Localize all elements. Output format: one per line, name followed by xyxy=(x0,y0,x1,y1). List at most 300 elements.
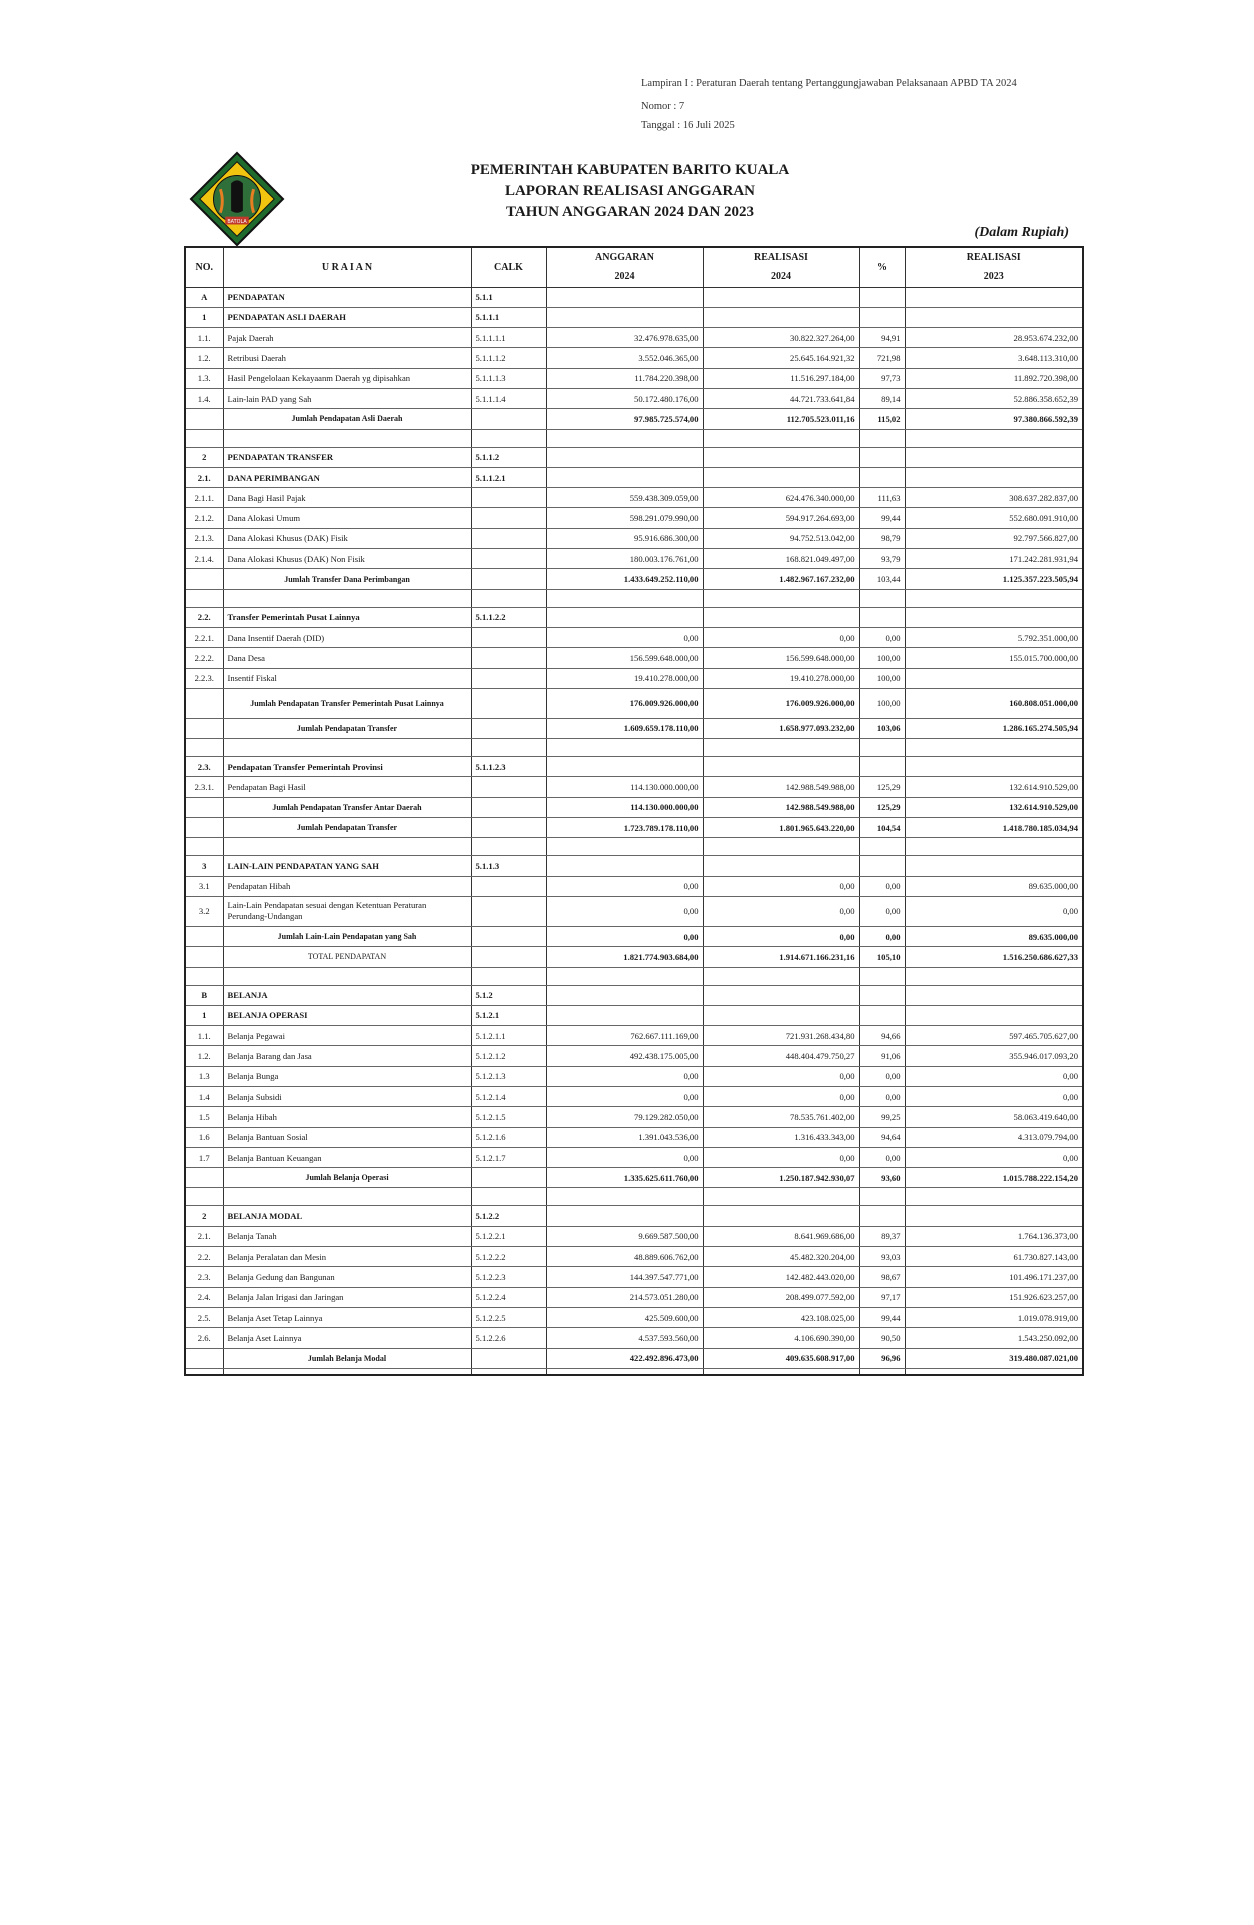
table-row xyxy=(185,1267,1083,1287)
realization-percent xyxy=(859,307,905,327)
budget-2024-value xyxy=(546,467,703,487)
realization-2023-value xyxy=(905,985,1083,1005)
row-calk-ref: 5.1.1.1.3 xyxy=(471,368,546,388)
logo-text: BATOLA xyxy=(227,219,247,226)
row-description: Dana Alokasi Umum xyxy=(223,508,471,528)
budget-2024-value: 9.669.587.500,00 xyxy=(546,1226,703,1246)
budget-2024-value xyxy=(546,757,703,777)
realization-2024-value: 594.917.264.693,00 xyxy=(703,508,859,528)
realization-percent: 0,00 xyxy=(859,926,905,946)
empty-cell xyxy=(905,739,1083,757)
spacer-row xyxy=(185,1368,1083,1375)
realization-2024-value: 208.499.077.592,00 xyxy=(703,1287,859,1307)
realization-2024-value: 45.482.320.204,00 xyxy=(703,1247,859,1267)
realization-percent: 89,37 xyxy=(859,1226,905,1246)
realization-2024-value: 8.641.969.686,00 xyxy=(703,1226,859,1246)
empty-cell xyxy=(185,429,223,447)
realization-2023-value xyxy=(905,856,1083,876)
realization-2023-value: 155.015.700.000,00 xyxy=(905,648,1083,668)
row-description: Jumlah Pendapatan Asli Daerah xyxy=(223,409,471,429)
realization-2024-value: 112.705.523.011,16 xyxy=(703,409,859,429)
row-description: Jumlah Pendapatan Transfer Pemerintah Pusat Lainnya xyxy=(223,688,471,718)
realization-percent: 0,00 xyxy=(859,1087,905,1107)
empty-cell xyxy=(546,838,703,856)
spacer-row xyxy=(185,1188,1083,1206)
row-calk-ref: 5.1.1.3 xyxy=(471,856,546,876)
row-description: Belanja Peralatan dan Mesin xyxy=(223,1247,471,1267)
table-row xyxy=(185,876,1083,896)
budget-2024-value: 19.410.278.000,00 xyxy=(546,668,703,688)
subtotal-row xyxy=(185,569,1083,589)
row-calk-ref: 5.1.1.1.2 xyxy=(471,348,546,368)
row-description: DANA PERIMBANGAN xyxy=(223,467,471,487)
row-number: 2.1.3. xyxy=(185,528,223,548)
realization-percent xyxy=(859,607,905,627)
realization-percent: 97,73 xyxy=(859,368,905,388)
budget-2024-value: 0,00 xyxy=(546,1147,703,1167)
realization-percent: 100,00 xyxy=(859,688,905,718)
row-calk-ref: 5.1.1.2 xyxy=(471,447,546,467)
realization-percent: 100,00 xyxy=(859,668,905,688)
row-calk-ref xyxy=(471,688,546,718)
realization-percent: 125,29 xyxy=(859,777,905,797)
subtotal-row xyxy=(185,947,1083,967)
empty-cell xyxy=(185,739,223,757)
empty-cell xyxy=(223,1188,471,1206)
row-number xyxy=(185,1348,223,1368)
row-calk-ref xyxy=(471,409,546,429)
table-row xyxy=(185,1107,1083,1127)
realization-2023-value: 132.614.910.529,00 xyxy=(905,797,1083,817)
row-description: Retribusi Daerah xyxy=(223,348,471,368)
row-description: Hasil Pengelolaan Kekayaanm Daerah yg dipisahkan xyxy=(223,368,471,388)
row-calk-ref xyxy=(471,1348,546,1368)
row-description: Belanja Bantuan Keuangan xyxy=(223,1147,471,1167)
table-row xyxy=(185,1046,1083,1066)
row-calk-ref: 5.1.2 xyxy=(471,985,546,1005)
realization-2024-value: 19.410.278.000,00 xyxy=(703,668,859,688)
row-description: Dana Bagi Hasil Pajak xyxy=(223,488,471,508)
empty-cell xyxy=(859,838,905,856)
realization-2023-value: 1.764.136.373,00 xyxy=(905,1226,1083,1246)
row-calk-ref: 5.1.1.2.1 xyxy=(471,467,546,487)
realization-percent xyxy=(859,1005,905,1025)
row-number xyxy=(185,718,223,738)
realization-2023-value: 0,00 xyxy=(905,1066,1083,1086)
row-description: Belanja Aset Tetap Lainnya xyxy=(223,1307,471,1327)
col-header-realisasi-prev: REALISASI xyxy=(905,247,1083,267)
realization-percent: 91,06 xyxy=(859,1046,905,1066)
row-calk-ref xyxy=(471,668,546,688)
row-number xyxy=(185,947,223,967)
realization-2023-value: 1.019.078.919,00 xyxy=(905,1307,1083,1327)
realization-percent: 0,00 xyxy=(859,1147,905,1167)
realization-2023-value: 1.418.780.185.034,94 xyxy=(905,818,1083,838)
row-number: 2.3. xyxy=(185,757,223,777)
table-row xyxy=(185,896,1083,926)
realization-2023-value: 89.635.000,00 xyxy=(905,926,1083,946)
row-calk-ref xyxy=(471,1168,546,1188)
row-calk-ref xyxy=(471,797,546,817)
row-description: Dana Insentif Daerah (DID) xyxy=(223,627,471,647)
row-calk-ref: 5.1.1.2.3 xyxy=(471,757,546,777)
row-calk-ref xyxy=(471,627,546,647)
budget-2024-value: 1.609.659.178.110,00 xyxy=(546,718,703,738)
row-number: 2.3.1. xyxy=(185,777,223,797)
empty-cell xyxy=(185,967,223,985)
realization-2023-value: 3.648.113.310,00 xyxy=(905,348,1083,368)
realization-2023-value: 0,00 xyxy=(905,1087,1083,1107)
realization-2023-value: 1.516.250.686.627,33 xyxy=(905,947,1083,967)
row-number: 1.4. xyxy=(185,388,223,408)
realization-2023-value: 11.892.720.398,00 xyxy=(905,368,1083,388)
row-number: 1.7 xyxy=(185,1147,223,1167)
col-header-uraian: U R A I A N xyxy=(223,247,471,287)
budget-2024-value: 114.130.000.000,00 xyxy=(546,797,703,817)
realization-percent: 0,00 xyxy=(859,627,905,647)
title-report: LAPORAN REALISASI ANGGARAN xyxy=(504,183,756,199)
realization-percent xyxy=(859,1206,905,1226)
budget-2024-value: 48.889.606.762,00 xyxy=(546,1247,703,1267)
subtotal-row xyxy=(185,1168,1083,1188)
realization-2023-value: 151.926.623.257,00 xyxy=(905,1287,1083,1307)
section-header-row xyxy=(185,1005,1083,1025)
empty-cell xyxy=(703,838,859,856)
empty-cell xyxy=(703,1368,859,1375)
row-description: PENDAPATAN ASLI DAERAH xyxy=(223,307,471,327)
table-row xyxy=(185,508,1083,528)
row-number xyxy=(185,1168,223,1188)
realization-2023-value: 1.543.250.092,00 xyxy=(905,1328,1083,1348)
table-row xyxy=(185,368,1083,388)
empty-cell xyxy=(471,967,546,985)
realization-2023-value xyxy=(905,287,1083,307)
row-description: Belanja Hibah xyxy=(223,1107,471,1127)
row-number: 2.1. xyxy=(185,467,223,487)
realization-2024-value: 1.316.433.343,00 xyxy=(703,1127,859,1147)
empty-cell xyxy=(703,739,859,757)
budget-2024-value: 492.438.175.005,00 xyxy=(546,1046,703,1066)
row-calk-ref: 5.1.2.1.4 xyxy=(471,1087,546,1107)
realization-percent: 98,67 xyxy=(859,1267,905,1287)
realization-percent: 103,06 xyxy=(859,718,905,738)
row-description: Dana Alokasi Khusus (DAK) Fisik xyxy=(223,528,471,548)
empty-cell xyxy=(905,967,1083,985)
realization-2023-value: 1.286.165.274.505,94 xyxy=(905,718,1083,738)
budget-2024-value: 0,00 xyxy=(546,896,703,926)
realization-percent: 89,14 xyxy=(859,388,905,408)
budget-2024-value: 4.537.593.560,00 xyxy=(546,1328,703,1348)
col-header-anggaran-year: 2024 xyxy=(546,267,703,287)
realization-percent xyxy=(859,856,905,876)
realization-2024-value: 448.404.479.750,27 xyxy=(703,1046,859,1066)
row-number: 1.4 xyxy=(185,1087,223,1107)
lampiran-line: Lampiran I : Peraturan Daerah tentang Pertanggungjawaban Pelaksanaan APBD TA 2024 xyxy=(641,78,1017,89)
table-row xyxy=(185,1026,1083,1046)
spacer-row xyxy=(185,429,1083,447)
table-row xyxy=(185,1247,1083,1267)
empty-cell xyxy=(223,739,471,757)
table-row xyxy=(185,777,1083,797)
realization-2024-value: 176.009.926.000,00 xyxy=(703,688,859,718)
subtotal-row xyxy=(185,818,1083,838)
row-calk-ref xyxy=(471,648,546,668)
budget-2024-value: 1.391.043.536,00 xyxy=(546,1127,703,1147)
row-number: 1.3. xyxy=(185,368,223,388)
realization-percent xyxy=(859,757,905,777)
budget-2024-value: 11.784.220.398,00 xyxy=(546,368,703,388)
row-description: Dana Desa xyxy=(223,648,471,668)
realization-2024-value xyxy=(703,1206,859,1226)
realization-2023-value: 92.797.566.827,00 xyxy=(905,528,1083,548)
budget-2024-value: 97.985.725.574,00 xyxy=(546,409,703,429)
budget-2024-value: 214.573.051.280,00 xyxy=(546,1287,703,1307)
budget-2024-value: 1.821.774.903.684,00 xyxy=(546,947,703,967)
row-calk-ref: 5.1.2.2.4 xyxy=(471,1287,546,1307)
realization-2023-value xyxy=(905,1005,1083,1025)
table-row xyxy=(185,528,1083,548)
row-number: 2.3. xyxy=(185,1267,223,1287)
realization-percent: 111,63 xyxy=(859,488,905,508)
table-row xyxy=(185,1226,1083,1246)
table-row xyxy=(185,668,1083,688)
realization-2024-value: 142.988.549.988,00 xyxy=(703,777,859,797)
row-description: BELANJA OPERASI xyxy=(223,1005,471,1025)
empty-cell xyxy=(859,1188,905,1206)
row-description: LAIN-LAIN PENDAPATAN YANG SAH xyxy=(223,856,471,876)
realization-2024-value: 624.476.340.000,00 xyxy=(703,488,859,508)
realization-2024-value xyxy=(703,985,859,1005)
empty-cell xyxy=(471,1188,546,1206)
section-header-row xyxy=(185,467,1083,487)
realization-2024-value xyxy=(703,287,859,307)
row-number: 2.2.3. xyxy=(185,668,223,688)
realization-percent xyxy=(859,287,905,307)
row-calk-ref xyxy=(471,508,546,528)
budget-2024-value: 559.438.309.059,00 xyxy=(546,488,703,508)
empty-cell xyxy=(905,838,1083,856)
realization-2024-value: 156.599.648.000,00 xyxy=(703,648,859,668)
realization-percent: 100,00 xyxy=(859,648,905,668)
table-row xyxy=(185,488,1083,508)
budget-2024-value: 0,00 xyxy=(546,1087,703,1107)
realization-percent: 721,98 xyxy=(859,348,905,368)
realization-2023-value: 61.730.827.143,00 xyxy=(905,1247,1083,1267)
subtotal-row xyxy=(185,1348,1083,1368)
row-calk-ref xyxy=(471,549,546,569)
realization-percent: 0,00 xyxy=(859,1066,905,1086)
row-description: Belanja Barang dan Jasa xyxy=(223,1046,471,1066)
tanggal-line: Tanggal : 16 Juli 2025 xyxy=(641,120,735,131)
empty-cell xyxy=(703,589,859,607)
row-calk-ref: 5.1.1.1 xyxy=(471,307,546,327)
realization-percent: 94,66 xyxy=(859,1026,905,1046)
row-calk-ref xyxy=(471,818,546,838)
empty-cell xyxy=(223,967,471,985)
budget-2024-value xyxy=(546,607,703,627)
row-number: 3 xyxy=(185,856,223,876)
budget-2024-value xyxy=(546,447,703,467)
row-number: 2.2.1. xyxy=(185,627,223,647)
row-calk-ref: 5.1.2.1.7 xyxy=(471,1147,546,1167)
row-calk-ref: 5.1.2.2.1 xyxy=(471,1226,546,1246)
budget-2024-value: 156.599.648.000,00 xyxy=(546,648,703,668)
spacer-row xyxy=(185,838,1083,856)
row-description: PENDAPATAN xyxy=(223,287,471,307)
row-number xyxy=(185,818,223,838)
realization-percent: 99,25 xyxy=(859,1107,905,1127)
realization-2023-value: 160.808.051.000,00 xyxy=(905,688,1083,718)
row-number: 1.3 xyxy=(185,1066,223,1086)
realization-2023-value: 5.792.351.000,00 xyxy=(905,627,1083,647)
row-description: TOTAL PENDAPATAN xyxy=(223,947,471,967)
realization-percent: 98,79 xyxy=(859,528,905,548)
row-calk-ref: 5.1.2.1.5 xyxy=(471,1107,546,1127)
row-calk-ref xyxy=(471,488,546,508)
budget-2024-value: 598.291.079.990,00 xyxy=(546,508,703,528)
empty-cell xyxy=(223,838,471,856)
empty-cell xyxy=(471,589,546,607)
section-header-row xyxy=(185,757,1083,777)
table-row xyxy=(185,1066,1083,1086)
realization-percent: 96,96 xyxy=(859,1348,905,1368)
col-header-anggaran: ANGGARAN xyxy=(546,247,703,267)
row-number: B xyxy=(185,985,223,1005)
realization-percent: 125,29 xyxy=(859,797,905,817)
col-header-no: NO. xyxy=(185,247,223,287)
row-calk-ref xyxy=(471,569,546,589)
subtotal-row xyxy=(185,718,1083,738)
realization-2023-value: 58.063.419.640,00 xyxy=(905,1107,1083,1127)
row-description: Transfer Pemerintah Pusat Lainnya xyxy=(223,607,471,627)
realization-2024-value: 721.931.268.434,80 xyxy=(703,1026,859,1046)
row-calk-ref xyxy=(471,947,546,967)
realization-2023-value: 89.635.000,00 xyxy=(905,876,1083,896)
budget-2024-value: 32.476.978.635,00 xyxy=(546,328,703,348)
realization-2024-value: 1.801.965.643.220,00 xyxy=(703,818,859,838)
realization-percent: 93,03 xyxy=(859,1247,905,1267)
row-number: 1.1. xyxy=(185,328,223,348)
empty-cell xyxy=(471,838,546,856)
realization-2024-value: 1.914.671.166.231,16 xyxy=(703,947,859,967)
nomor-line: Nomor : 7 xyxy=(641,101,685,112)
row-description: Pendapatan Transfer Pemerintah Provinsi xyxy=(223,757,471,777)
realization-2023-value: 52.886.358.652,39 xyxy=(905,388,1083,408)
section-header-row xyxy=(185,287,1083,307)
empty-cell xyxy=(223,589,471,607)
realization-2024-value xyxy=(703,856,859,876)
table-row xyxy=(185,1307,1083,1327)
row-number: 2.1.2. xyxy=(185,508,223,528)
realization-2023-value: 171.242.281.931,94 xyxy=(905,549,1083,569)
empty-cell xyxy=(546,739,703,757)
row-number xyxy=(185,688,223,718)
row-number: 1 xyxy=(185,1005,223,1025)
row-calk-ref: 5.1.2.2 xyxy=(471,1206,546,1226)
budget-realization-table xyxy=(184,246,1084,1376)
row-number: 2.1. xyxy=(185,1226,223,1246)
table-row xyxy=(185,348,1083,368)
empty-cell xyxy=(859,739,905,757)
realization-2023-value: 1.125.357.223.505,94 xyxy=(905,569,1083,589)
row-calk-ref xyxy=(471,777,546,797)
realization-percent: 0,00 xyxy=(859,876,905,896)
row-number xyxy=(185,569,223,589)
realization-2024-value: 11.516.297.184,00 xyxy=(703,368,859,388)
row-number: 3.2 xyxy=(185,896,223,926)
spacer-row xyxy=(185,739,1083,757)
budget-2024-value: 95.916.686.300,00 xyxy=(546,528,703,548)
realization-percent: 93,79 xyxy=(859,549,905,569)
table-row xyxy=(185,328,1083,348)
row-description: Belanja Jalan Irigasi dan Jaringan xyxy=(223,1287,471,1307)
table-row xyxy=(185,1147,1083,1167)
realization-2023-value xyxy=(905,467,1083,487)
realization-percent xyxy=(859,447,905,467)
row-number: 1.2. xyxy=(185,348,223,368)
realization-percent: 103,44 xyxy=(859,569,905,589)
realization-2024-value: 30.822.327.264,00 xyxy=(703,328,859,348)
empty-cell xyxy=(546,1368,703,1375)
realization-2024-value: 94.752.513.042,00 xyxy=(703,528,859,548)
empty-cell xyxy=(185,1368,223,1375)
budget-2024-value: 180.003.176.761,00 xyxy=(546,549,703,569)
row-calk-ref: 5.1.2.1.6 xyxy=(471,1127,546,1147)
realization-2023-value: 1.015.788.222.154,20 xyxy=(905,1168,1083,1188)
realization-2023-value: 28.953.674.232,00 xyxy=(905,328,1083,348)
empty-cell xyxy=(223,1368,471,1375)
table-row xyxy=(185,1287,1083,1307)
row-description: Jumlah Belanja Modal xyxy=(223,1348,471,1368)
realization-2024-value: 142.988.549.988,00 xyxy=(703,797,859,817)
budget-2024-value: 50.172.480.176,00 xyxy=(546,388,703,408)
section-header-row xyxy=(185,447,1083,467)
row-number: 2.5. xyxy=(185,1307,223,1327)
table-row xyxy=(185,648,1083,668)
subtotal-row xyxy=(185,688,1083,718)
row-description: Belanja Tanah xyxy=(223,1226,471,1246)
budget-2024-value xyxy=(546,1206,703,1226)
realization-2024-value: 0,00 xyxy=(703,1147,859,1167)
row-description: Jumlah Lain-Lain Pendapatan yang Sah xyxy=(223,926,471,946)
col-header-realisasi: REALISASI xyxy=(703,247,859,267)
row-calk-ref xyxy=(471,718,546,738)
budget-2024-value: 0,00 xyxy=(546,1066,703,1086)
budget-2024-value: 1.335.625.611.760,00 xyxy=(546,1168,703,1188)
currency-unit-note: (Dalam Rupiah) xyxy=(974,225,1069,240)
realization-percent: 99,44 xyxy=(859,508,905,528)
realization-percent: 97,17 xyxy=(859,1287,905,1307)
realization-percent: 105,10 xyxy=(859,947,905,967)
regency-logo xyxy=(188,150,286,248)
budget-2024-value xyxy=(546,307,703,327)
realization-2023-value: 101.496.171.237,00 xyxy=(905,1267,1083,1287)
realization-2024-value xyxy=(703,307,859,327)
realization-percent: 99,44 xyxy=(859,1307,905,1327)
row-calk-ref: 5.1.1.2.2 xyxy=(471,607,546,627)
realization-2024-value: 0,00 xyxy=(703,926,859,946)
row-description: BELANJA xyxy=(223,985,471,1005)
empty-cell xyxy=(546,429,703,447)
realization-2023-value: 319.480.087.021,00 xyxy=(905,1348,1083,1368)
row-calk-ref: 5.1.1 xyxy=(471,287,546,307)
empty-cell xyxy=(223,429,471,447)
row-number: 2 xyxy=(185,447,223,467)
row-description: Belanja Subsidi xyxy=(223,1087,471,1107)
row-number xyxy=(185,409,223,429)
table-row xyxy=(185,627,1083,647)
row-number: 2.1.1. xyxy=(185,488,223,508)
